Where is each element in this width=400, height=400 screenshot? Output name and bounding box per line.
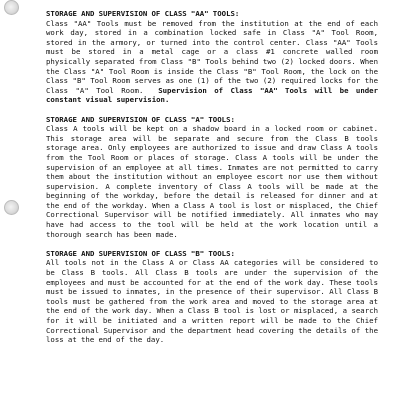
- document-text: [46, 9, 378, 345]
- section-body-a-tools: Class A tools will be kept on a shadow board in a locked room or cabinet. This storage area will be separate and secure from the Class B tools storage area. Only employees are authorized to issue and draw Class A tools from the Tool Room or places of storage. Class A tools will be under the supervision of an employee at all times. Inmates are not permitted to carry them about the institution without an employee escort nor use them without supervision. A complete inventory of Class A tools will be made at the beginning of the workday, before the detail is released for dinner and at the end of the workday. When a Class A tool is lost or misplaced, the Chief Correctional Supervisor will be notified immediately. All inmates who may have had access to the tool will be held at the work location until a thorough search has been made.: [46, 124, 378, 239]
- section-gap: [46, 105, 378, 115]
- section-body-aa-tools: [46, 19, 378, 105]
- section-body-b-tools: All tools not in the Class A or Class AA categories will be considered to be Class B tools. All Class B tools are under the supervision of the employees and must be accounted for at the end of the work day. These tools must be issued to inmates, in the presence of their supervisor. All Class B tools must be gathered from the work area and moved to the storage area at the end of the work day. When a Class B tool is lost or misplaced, a search for it will be initiated and a written report will be made to the Chief Correctional Supervisor and the department head covering the details of the loss at the end of the day.: [46, 258, 378, 345]
- punch-hole-middle: [4, 200, 19, 215]
- punch-hole-top: [4, 0, 19, 15]
- aa-tools-supervision-emphasis: Supervision of Class "AA" Tools will be under constant visual supervision.: [46, 85, 379, 105]
- section-heading-aa-tools: STORAGE AND SUPERVISION OF CLASS "AA" TOOLS:: [46, 9, 240, 18]
- section-gap: [46, 239, 378, 249]
- section-heading-b-tools: STORAGE AND SUPERVISION OF CLASS "B" TOOLS:: [46, 248, 235, 258]
- aa-tools-body-text: Class "AA" Tools must be removed from the institution at the end of each work day, stored in a combination locked safe in Class "A" Tool Room, stored in the armory, or turned into the control center. Class "AA" Tools must be stored in a metal cage or a class #1 concrete walled room physically separated from Class "B" Tools behind two (2) locked doors. When the Class "A" Tool Room is inside the Class "B" Tool Room, the lock on the Class "B" Tool Room serves as one (1) of the two (2) required locks for the Class "A" Tool Room.: [46, 18, 378, 95]
- section-heading-a-tools: STORAGE AND SUPERVISION OF CLASS "A" TOOLS:: [46, 114, 235, 124]
